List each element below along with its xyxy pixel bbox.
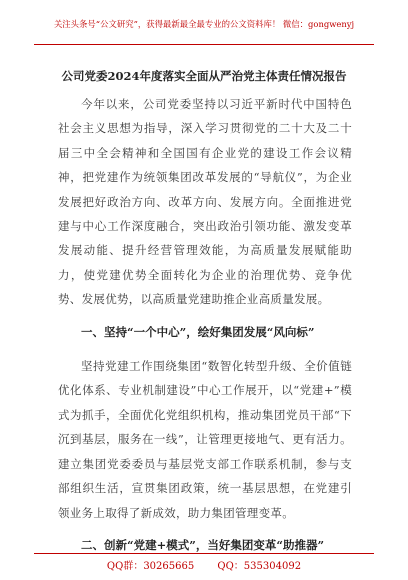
- section-2-heading: 二、创新“党建+模式”，当好集团变革“助推器”: [81, 537, 325, 552]
- contact-footer: [0, 557, 408, 572]
- qq-number: QQ：535304092: [217, 561, 302, 572]
- section-1-paragraph: 坚持党建工作围绕集团“数智化转型升级、全价值链优化体系、专业机制建设”中心工作展开，以“党建+”模式为抓手，全面优化党组织机构，推动集团党员干部“下沉到基层，服务在一线”，让管理更接地气、更有活力。建立集团党委委员与基层党支部工作联系机制，参与支部组织生活，宣贯集团政策，统一基层思想，在党建引领业务上取得了新成效，助力集团管理变革。: [58, 359, 352, 520]
- section-1-heading: 一、坚持“一个中心”，绘好集团发展“风向标”: [81, 324, 315, 339]
- promo-banner: 关注头条号“公文研究”，获得最新最全最专业的公文资料库！ 微信：gongwenyj: [53, 19, 355, 29]
- bottom-divider: [34, 553, 374, 554]
- document-body: [58, 92, 352, 567]
- intro-paragraph: 今年以来，公司党委坚持以习近平新时代中国特色社会主义思想为指导，深入学习贯彻党的二十大及二十届三中全会精神和全国国有企业党的建设工作会议精神，把党建作为统领集团改革发展的“导航仪”，为企业发展把好政治方向、改革方向、发展方向。全面推进党建与中心工作深度融合，突出政治引领功能、激发变革发展动能、提升经营管理效能，为高质量发展赋能助力，使党建优势全面转化为企业的治理优势、竞争优势、发展优势，以高质量党建助推企业高质量发展。: [58, 97, 352, 307]
- qq-group-number: QQ群：30265665: [106, 561, 195, 572]
- document-title: 公司党委2024年度落实全面从严治党主体责任情况报告: [61, 69, 347, 83]
- top-divider: [34, 44, 374, 45]
